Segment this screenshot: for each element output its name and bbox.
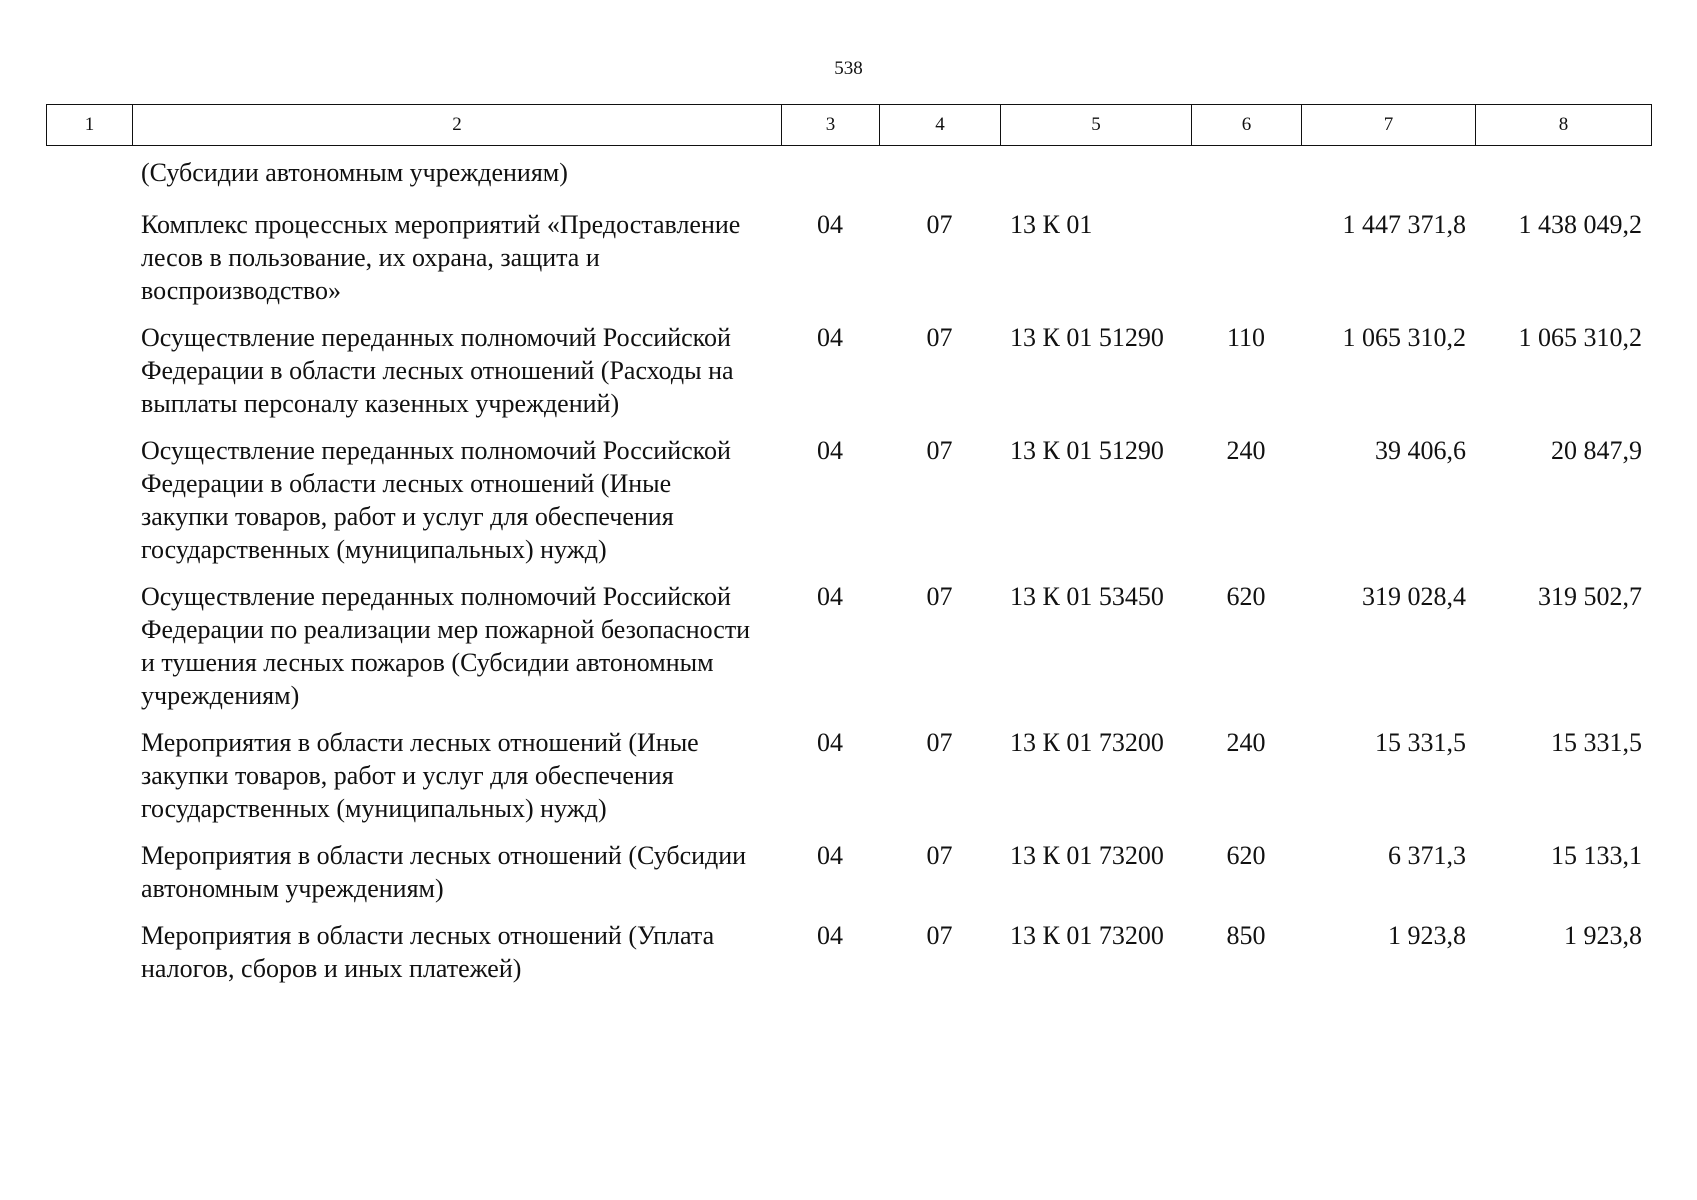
row-section-code: 04 [817,210,843,239]
row-expense-type: 240 [1226,728,1266,757]
row-description: Мероприятия в области лесных отношений (Иные закупки товаров, работ и услуг для обеспечения государственных (муниципальных) нужд) [141,728,699,823]
row-subsection-code: 07 [926,841,953,870]
row-description: Осуществление переданных полномочий Российской Федерации в области лесных отношений (Расходы на выплаты персоналу казенных учреждений) [141,323,734,418]
row-subsection-code: 07 [926,921,953,950]
row-amount-1: 1 065 310,2 [1342,323,1466,352]
row-amount-1: 39 406,6 [1375,436,1466,465]
row-target-code: 13 К 01 [1010,210,1093,239]
table-row [46,726,1651,839]
row-description: Мероприятия в области лесных отношений (Уплата налогов, сборов и иных платежей) [141,921,715,983]
column-header-5: 5 [1001,105,1192,146]
table-row [46,580,1651,726]
column-header-4: 4 [880,105,1001,146]
row-subsection-code: 07 [926,582,953,611]
row-expense-type: 620 [1226,582,1266,611]
row-description: Мероприятия в области лесных отношений (Субсидии автономным учреждениям) [141,841,747,903]
row-section-code: 04 [817,436,843,465]
continuation-text: (Субсидии автономным учреждениям) [141,158,568,187]
row-amount-2: 1 065 310,2 [1518,323,1642,352]
row-description: Комплекс процессных мероприятий «Предоставление лесов в пользование, их охрана, защита и воспроизводство» [141,210,741,305]
row-subsection-code: 07 [926,436,953,465]
row-section-code: 04 [817,921,843,950]
table-row [46,919,1651,999]
row-subsection-code: 07 [926,210,953,239]
row-description: Осуществление переданных полномочий Российской Федерации по реализации мер пожарной безопасности и тушения лесных пожаров (Субсидии автономным учреждениям) [141,582,751,710]
row-target-code: 13 К 01 73200 [1010,921,1164,950]
row-description: Осуществление переданных полномочий Российской Федерации в области лесных отношений (Иные закупки товаров, работ и услуг для обеспечения государственных (муниципальных) нужд) [141,436,731,564]
column-header-7: 7 [1302,105,1476,146]
row-section-code: 04 [817,728,843,757]
column-header-3: 3 [782,105,880,146]
row-amount-1: 319 028,4 [1362,582,1466,611]
row-amount-2: 1 923,8 [1564,921,1642,950]
row-section-code: 04 [817,323,843,352]
row-expense-type: 620 [1226,841,1266,870]
continuation-row [46,156,1651,208]
row-amount-1: 15 331,5 [1375,728,1466,757]
row-expense-type: 850 [1226,921,1266,950]
table-row [46,839,1651,919]
row-target-code: 13 К 01 73200 [1010,841,1164,870]
row-expense-type [1191,208,1301,321]
budget-table [46,156,1651,999]
row-target-code: 13 К 01 53450 [1010,582,1164,611]
row-amount-2: 15 331,5 [1551,728,1642,757]
row-section-code: 04 [817,582,843,611]
column-header-6: 6 [1192,105,1302,146]
page-number: 538 [834,58,863,79]
column-header-8: 8 [1476,105,1652,146]
table-row [46,434,1651,580]
row-amount-1: 6 371,3 [1388,841,1466,870]
row-expense-type: 110 [1226,323,1266,352]
row-amount-1: 1 923,8 [1388,921,1466,950]
row-section-code: 04 [817,841,843,870]
table-row [46,208,1651,321]
row-subsection-code: 07 [926,728,953,757]
row-amount-1: 1 447 371,8 [1342,210,1466,239]
row-expense-type: 240 [1226,436,1266,465]
column-header-table [46,104,1652,146]
row-amount-2: 20 847,9 [1551,436,1642,465]
row-amount-2: 1 438 049,2 [1518,210,1642,239]
column-header-1: 1 [47,105,133,146]
row-amount-2: 319 502,7 [1538,582,1642,611]
column-header-row [47,105,1652,146]
column-header-2: 2 [133,105,782,146]
row-target-code: 13 К 01 73200 [1010,728,1164,757]
row-target-code: 13 К 01 51290 [1010,436,1164,465]
table-row [46,321,1651,434]
row-subsection-code: 07 [926,323,953,352]
row-target-code: 13 К 01 51290 [1010,323,1164,352]
row-amount-2: 15 133,1 [1551,841,1642,870]
